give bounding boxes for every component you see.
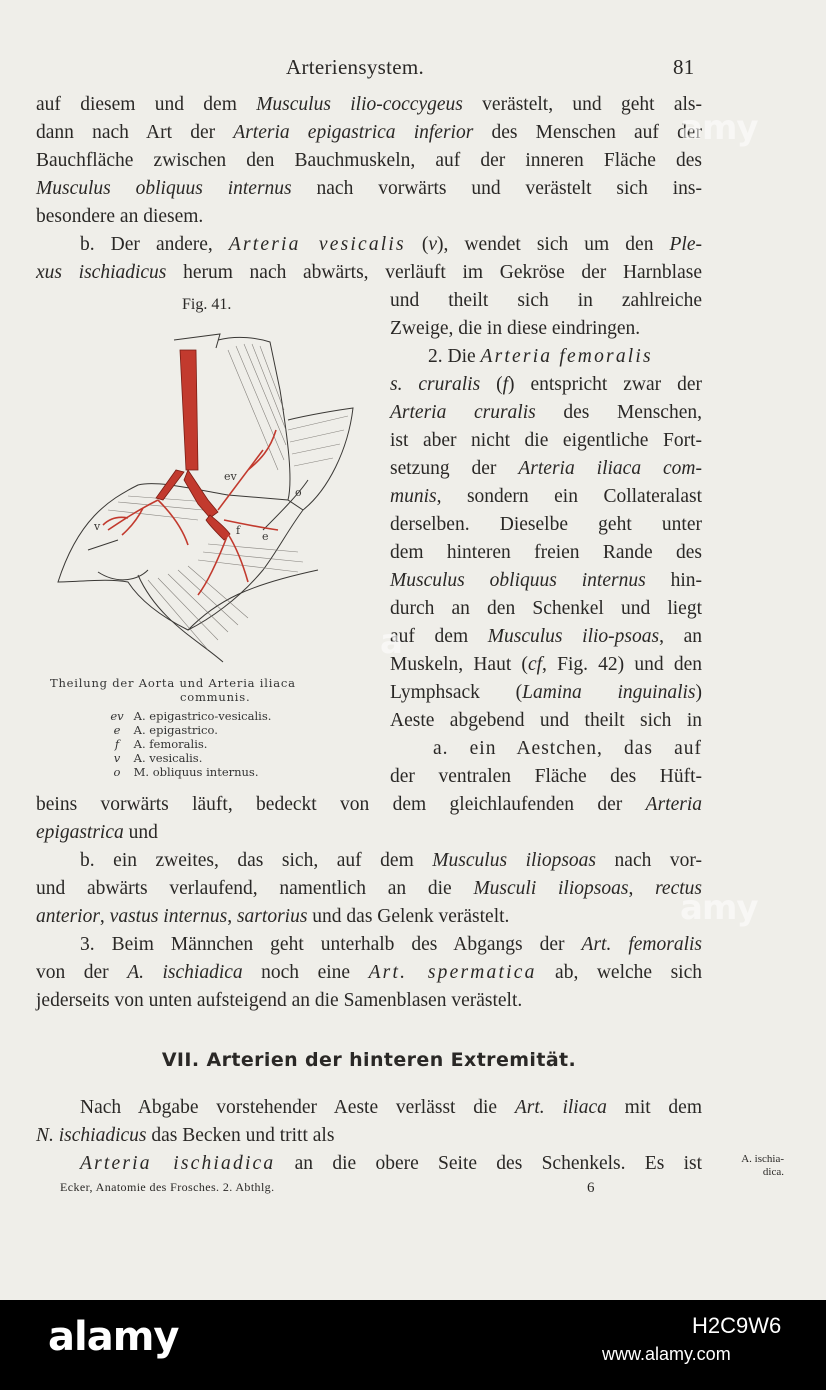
text-line: besondere an diesem. [36, 206, 204, 227]
iliac-artery [184, 470, 218, 518]
text-line: xus ischiadicus herum nach abwärts, verläuft im Gekröse der Harnblase [36, 262, 702, 283]
text-line: auf dem Musculus ilio-psoas, an [390, 626, 702, 647]
label-ev: ev [224, 470, 237, 483]
anatomical-figure [48, 320, 368, 668]
text-line: ist aber nicht die eigentliche Fort- [390, 430, 702, 451]
watermark-ghost-logo: a [380, 622, 402, 662]
text-line: s. cruralis (f) entspricht zwar der [390, 374, 702, 395]
text-line: 3. Beim Männchen geht unterhalb des Abgangs der Art. femoralis [80, 934, 702, 955]
text-line: dann nach Art der Arteria epigastrica inferior des Menschen auf der [36, 122, 702, 143]
text-line: dem hinteren freien Rande des [390, 542, 702, 563]
text-line: auf diesem und dem Musculus ilio-coccygeus verästelt, und geht als- [36, 94, 702, 115]
text-line: N. ischiadicus das Becken und tritt als [36, 1125, 335, 1146]
signature-mark: 6 [587, 1180, 595, 1196]
text-line: durch an den Schenkel und liegt [390, 598, 702, 619]
text-line: Lymphsack (Lamina inguinalis) [390, 682, 702, 703]
aorta [180, 350, 198, 470]
label-e: e [262, 530, 269, 543]
text-line: Musculus obliquus internus nach vorwärts und verästelt sich ins- [36, 178, 702, 199]
text-line: jederseits von unten aufsteigend an die Samenblasen verästelt. [36, 990, 523, 1011]
artery-tree [156, 350, 230, 540]
text-line: derselben. Dieselbe geht unter [390, 514, 702, 535]
text-line: anterior, vastus internus, sartorius und das Gelenk verästelt. [36, 906, 510, 927]
text-line: Musculus obliquus internus hin- [390, 570, 702, 591]
text-line: setzung der Arteria iliaca com- [390, 458, 702, 479]
text-line: Aeste abgebend und theilt sich in [390, 710, 702, 731]
marginal-note-line: dica. [762, 1166, 784, 1178]
text-line: Arteria ischiadica an die obere Seite des Schenkels. Es ist [80, 1153, 702, 1174]
page-number: 81 [673, 55, 695, 79]
text-line: b. Der andere, Arteria vesicalis (v), wendet sich um den Ple- [80, 234, 702, 255]
marginal-note-line: A. ischia- [741, 1153, 784, 1165]
text-line: von der A. ischiadica noch eine Art. spermatica ab, welche sich [36, 962, 702, 983]
footer-signature: Ecker, Anatomie des Frosches. 2. Abthlg. [60, 1180, 275, 1194]
text-line: Nach Abgabe vorstehender Aeste verlässt die Art. iliaca mit dem [80, 1097, 703, 1118]
figure-caption: communis. [180, 690, 251, 704]
legend-item: f A. femoralis. [114, 737, 208, 751]
text-line: der ventralen Fläche des Hüft- [390, 766, 702, 787]
text-line: a. ein Aestchen, das auf [433, 738, 702, 759]
label-f: f [236, 524, 241, 537]
watermark-image-id: H2C9W6 [692, 1313, 782, 1338]
figure-caption: Theilung der Aorta und Arteria iliaca [50, 676, 296, 690]
text-line: Muskeln, Haut (cf, Fig. 42) und den [390, 654, 702, 675]
legend-item: v A. vesicalis. [113, 751, 203, 765]
figure-label: Fig. 41. [182, 296, 232, 313]
watermark-ghost-logo: amy [680, 888, 758, 928]
iliac-branch [156, 470, 184, 500]
label-o: o [295, 486, 302, 499]
text-line: Zweige, die in diese eindringen. [390, 318, 641, 339]
running-head: Arteriensystem. [286, 55, 425, 79]
text-line: Bauchfläche zwischen den Bauchmuskeln, auf der inneren Fläche des [36, 150, 702, 171]
watermark-ghost-logo: amy [680, 108, 758, 148]
legend-item: ev A. epigastrico-vesicalis. [110, 709, 272, 723]
text-line: munis, sondern ein Collateralast [390, 486, 702, 507]
watermark-url: www.alamy.com [602, 1344, 731, 1364]
watermark-logo: alamy [48, 1314, 179, 1360]
text-line: epigastrica und [36, 822, 158, 843]
label-v: v [94, 520, 101, 533]
section-heading: VII. Arterien der hinteren Extremität. [161, 1049, 577, 1071]
outline-shape [174, 334, 220, 348]
outline-shape [58, 484, 303, 630]
text-line: b. ein zweites, das sich, auf dem Musculus iliopsoas nach vor- [80, 850, 702, 871]
text-line: 2. Die Arteria femoralis [428, 346, 653, 367]
legend-item: e A. epigastrico. [113, 723, 218, 737]
text-line: Arteria cruralis des Menschen, [390, 402, 702, 423]
marginal-note [706, 1153, 784, 1179]
text-line: beins vorwärts läuft, bedeckt von dem gleichlaufenden der Arteria [36, 794, 702, 815]
outline-shape [88, 540, 148, 580]
text-line: und abwärts verlaufend, namentlich an die Musculi iliopsoas, rectus [36, 878, 702, 899]
outline-shape [138, 575, 223, 662]
text-line: und theilt sich in zahlreiche [390, 290, 702, 311]
legend-item: o M. obliquus internus. [113, 765, 259, 779]
